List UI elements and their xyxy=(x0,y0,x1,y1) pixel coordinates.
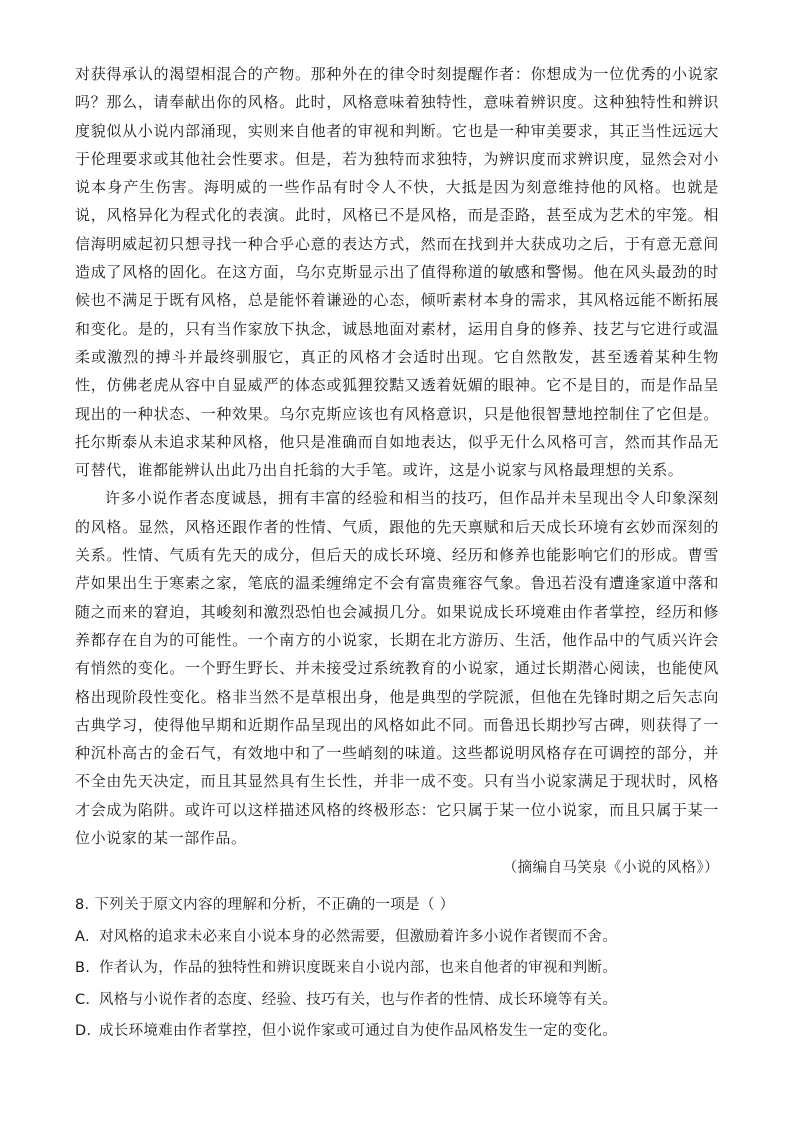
article-source: （摘编自马笑泉《小说的风格》） xyxy=(502,860,719,877)
option-text: 对风格的追求未必来自小说本身的必然需要，但激励着许多小说作者锲而不舍。 xyxy=(99,928,617,945)
option-d xyxy=(75,1016,719,1048)
option-letter: D. xyxy=(75,1023,92,1040)
article-paragraph-2: 许多小说作者态度诚恳，拥有丰富的经验和相当的技巧，但作品并未呈现出令人印象深刻的风格。显然，风格还跟作者的性情、气质，跟他的先天禀赋和后天成长环境有玄妙而深刻的关系。性情、气质有先天的成分，但后天的成长环境、经历和修养也能影响它们的形成。曹雪芹如果出生于寒素之家，笔底的温柔缠绵定不会有富贵雍容气象。鲁迅若没有遭逢家道中落和随之而来的窘迫，其峻刻和激烈恐怕也会减损几分。如果说成长环境难由作者掌控，经历和修养都存在自为的可能性。一个南方的小说家，长期在北方游历、生活，他作品中的气质兴许会有悄然的变化。一个野生野长、并未接受过系统教育的小说家，通过长期潜心阅读，也能使风格出现阶段性变化。格非当然不是草根出身，他是典型的学院派，但他在先锋时期之后矢志向古典学习，使得他早期和近期作品呈现出的风格如此不同。而鲁迅长期抄写古碑，则获得了一种沉朴高古的金石气，有效地中和了一些峭刻的味道。这些都说明风格存在可调控的部分，并不全由先天决定，而且其显然具有生长性，并非一成不变。只有当小说家满足于现状时，风格才会成为陷阱。或许可以这样描述风格的终极形态：它只属于某一位小说家，而且只属于某一位小说家的某一部作品。 xyxy=(75,489,719,848)
option-text: 风格与小说作者的态度、经验、技巧有关，也与作者的性情、成长环境等有关。 xyxy=(99,991,617,1008)
option-text: 成长环境难由作者掌控，但小说作家或可通过自为使作品风格发生一定的变化。 xyxy=(99,1023,617,1040)
document-page xyxy=(75,60,719,1048)
option-letter: A. xyxy=(75,928,90,945)
option-a xyxy=(75,922,719,954)
question-stem: 8. 下列关于原文内容的理解和分析，不正确的一项是（ ） xyxy=(75,897,455,914)
option-b xyxy=(75,953,719,985)
option-letter: B. xyxy=(75,960,91,977)
article-paragraph-1: 对获得承认的渴望相混合的产物。那种外在的律令时刻提醒作者：你想成为一位优秀的小说家吗？那么，请奉献出你的风格。此时，风格意味着独特性，意味着辨识度。这种独特性和辨识度貌似从小说内部涌现，实则来自他者的审视和判断。它也是一种审美要求，其正当性远远大于伦理要求或其他社会性要求。但是，若为独特而求独特，为辨识度而求辨识度，显然会对小说本身产生伤害。海明威的一些作品有时令人不快，大抵是因为刻意维持他的风格。也就是说，风格异化为程式化的表演。此时，风格已不是风格，而是歪路，甚至成为艺术的牢笼。相信海明威起初只想寻找一种合乎心意的表达方式，然而在找到并大获成功之后，于有意无意间造成了风格的固化。在这方面，乌尔克斯显示出了值得称道的敏感和警惕。他在风头最劲的时候也不满足于既有风格，总是能怀着谦逊的心态，倾听素材本身的需求，其风格远能不断拓展和变化。是的，只有当作家放下执念，诚恳地面对素材，运用自身的修养、技艺与它进行或温柔或激烈的搏斗并最终驯服它，真正的风格才会适时出现。它自然散发，甚至透着某种生物性，仿佛老虎从容中自显威严的体态或狐狸狡黠又透着妩媚的眼神。它不是目的，而是作品呈现出的一种状态、一种效果。乌尔克斯应该也有风格意识，只是他很智慧地控制住了它但是。托尔斯泰从未追求某种风格，他只是准确而自如地表达，似乎无什么风格可言，然而其作品无可替代，谁都能辨认出此乃出自托翁的大手笔。或许，这是小说家与风格最理想的关系。 xyxy=(75,65,719,480)
option-c xyxy=(75,985,719,1017)
option-text: 作者认为，作品的独特性和辨识度既来自小说内部，也来自他者的审视和判断。 xyxy=(99,960,617,977)
option-letter: C. xyxy=(75,991,91,1008)
question-8 xyxy=(75,890,719,1048)
